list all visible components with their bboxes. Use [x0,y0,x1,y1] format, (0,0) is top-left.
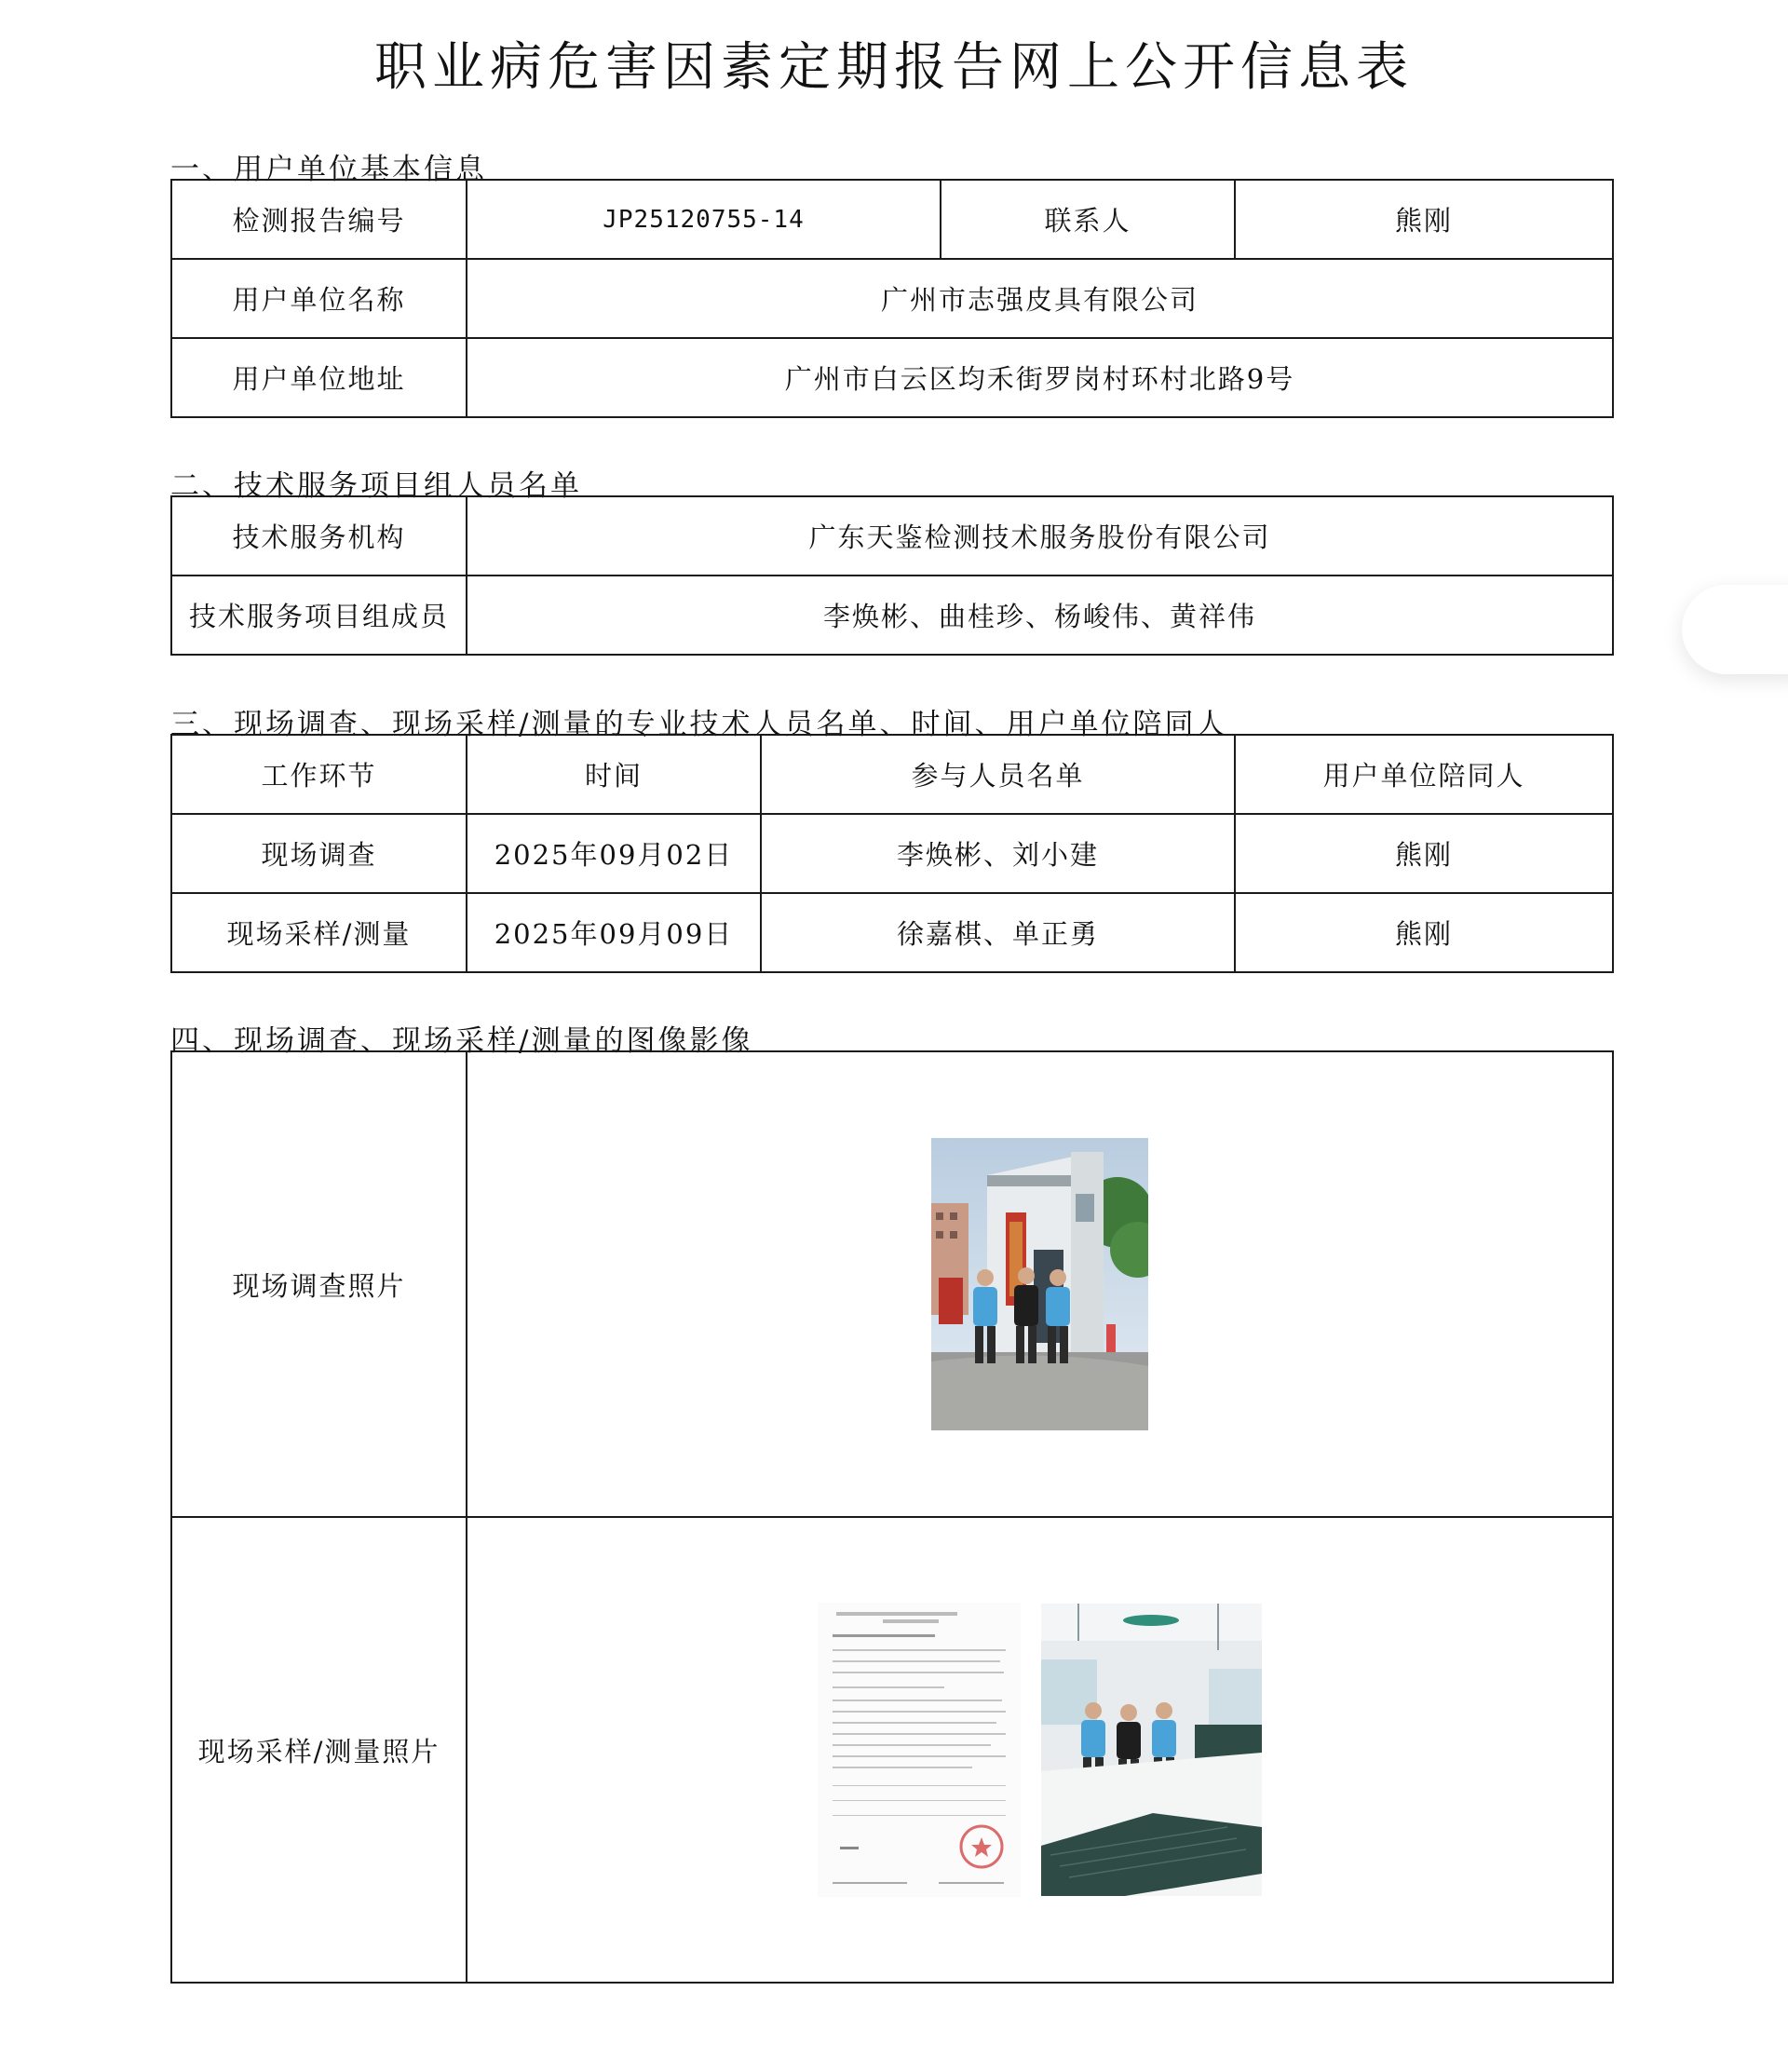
sampling-record-document-image [818,1603,1021,1897]
table-row [171,893,1613,972]
stage-cell: 现场采样/测量 [171,893,467,972]
section3-heading: 三、现场调查、现场采样/测量的专业技术人员名单、时间、用户单位陪同人 [170,708,1228,741]
page-title: 职业病危害因素定期报告网上公开信息表 [374,37,1414,98]
org-value: 广东天鉴检测技术服务股份有限公司 [467,496,1613,576]
company-value: 广州市志强皮具有限公司 [467,259,1613,338]
members-label: 技术服务项目组成员 [171,576,467,655]
report-no-label: 检测报告编号 [171,180,467,259]
section4-heading: 四、现场调查、现场采样/测量的图像影像 [170,1024,753,1058]
sampling-photo-cell [467,1517,1613,1983]
escort-cell: 熊刚 [1235,893,1613,972]
people-cell: 李焕彬、刘小建 [761,814,1235,893]
survey-photo [931,1138,1148,1430]
header-stage: 工作环节 [171,735,467,814]
report-no-value: JP25120755-14 [467,180,941,259]
address-value: 广州市白云区均禾街罗岗村环村北路9号 [467,338,1613,417]
contact-label: 联系人 [941,180,1235,259]
header-people: 参与人员名单 [761,735,1235,814]
header-date: 时间 [467,735,761,814]
header-escort: 用户单位陪同人 [1235,735,1613,814]
survey-photo-label: 现场调查照片 [171,1051,467,1517]
sampling-photo [1041,1604,1262,1896]
section1-heading: 一、用户单位基本信息 [170,153,487,186]
date-cell: 2025年09月09日 [467,893,761,972]
stage-cell: 现场调查 [171,814,467,893]
org-label: 技术服务机构 [171,496,467,576]
date-cell: 2025年09月02日 [467,814,761,893]
company-label: 用户单位名称 [171,259,467,338]
side-bubble [1682,585,1788,674]
table-row [171,814,1613,893]
members-value: 李焕彬、曲桂珍、杨峻伟、黄祥伟 [467,576,1613,655]
photos-table [170,1050,1614,1984]
section2-heading: 二、技术服务项目组人员名单 [170,469,582,503]
sampling-photo-label: 现场采样/测量照片 [171,1517,467,1983]
contact-value: 熊刚 [1235,180,1613,259]
survey-photo-cell [467,1051,1613,1517]
escort-cell: 熊刚 [1235,814,1613,893]
address-label: 用户单位地址 [171,338,467,417]
fieldwork-table [170,734,1614,973]
team-table [170,495,1614,656]
people-cell: 徐嘉棋、单正勇 [761,893,1235,972]
basic-info-table [170,179,1614,418]
